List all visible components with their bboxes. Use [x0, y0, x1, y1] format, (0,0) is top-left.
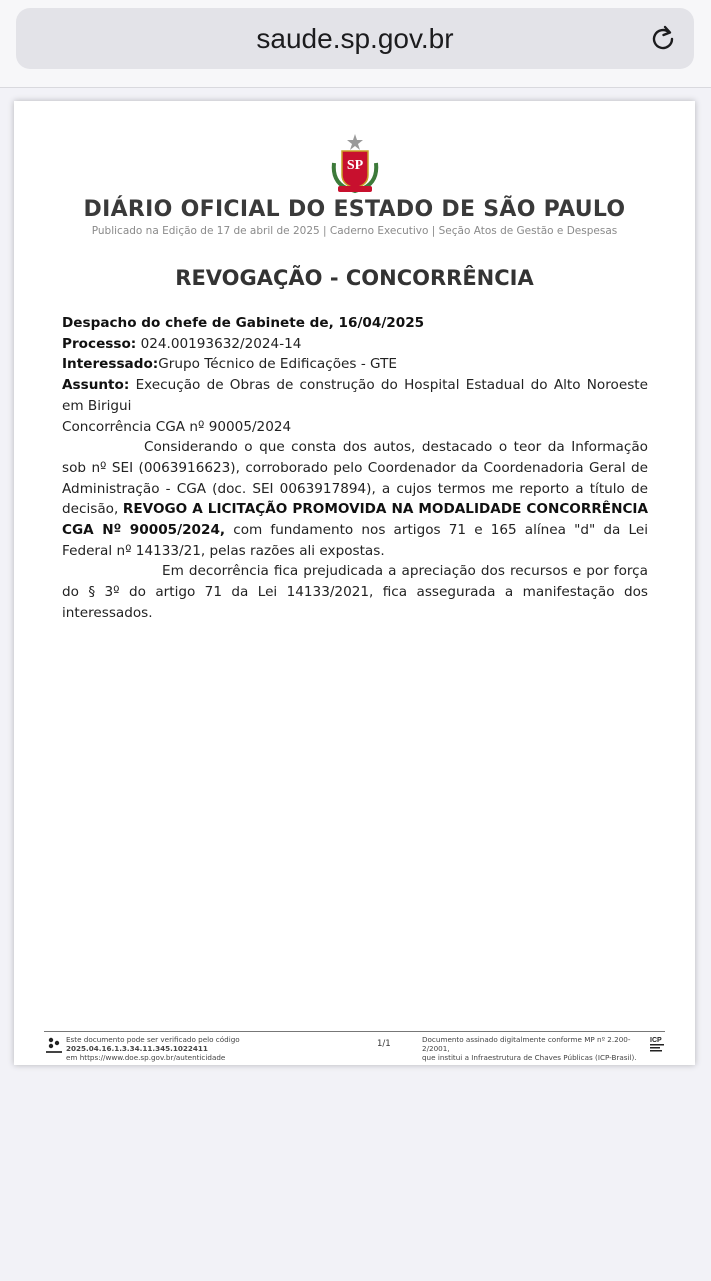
interessado-label: Interessado:: [62, 356, 159, 373]
processo-value: 024.00193632/2024-14: [136, 335, 302, 352]
despacho-line: Despacho do chefe de Gabinete de, 16/04/2025: [62, 315, 425, 331]
paragraph-decision-tail: com fundamento nos artigos 71 e 165 alínea "d" da Lei Federal nº 14133/21, pelas razões ali expostas.: [62, 522, 648, 559]
address-bar[interactable]: [16, 8, 694, 69]
page-number: 1/1: [377, 1039, 391, 1049]
paragraph-decision: [62, 437, 648, 561]
verify-code: 2025.04.16.1.3.34.11.345.1022411: [66, 1044, 208, 1053]
verify-url[interactable]: em https://www.doe.sp.gov.br/autenticidade: [66, 1053, 226, 1062]
document-page: [14, 101, 695, 1065]
signature-note: [422, 1035, 647, 1062]
document-body: [62, 313, 648, 624]
verification-note: [66, 1035, 366, 1062]
edition-line: Publicado na Edição de 17 de abril de 2025 | Caderno Executivo | Seção Atos de Gestão e Despesas: [91, 225, 618, 237]
assunto-line: [62, 375, 648, 416]
masthead-title: DIÁRIO OFICIAL DO ESTADO DE SÃO PAULO: [83, 197, 626, 222]
assunto-value: Execução de Obras de construção do Hospital Estadual do Alto Noroeste em Birigui: [62, 377, 648, 414]
svg-text:SP: SP: [346, 158, 364, 173]
svg-text:ICP: ICP: [650, 1037, 662, 1044]
icp-brasil-logo: [649, 1034, 665, 1054]
interessado-value: Grupo Técnico de Edificações - GTE: [158, 356, 397, 373]
interessado-line: [62, 354, 648, 375]
assunto-label: Assunto:: [62, 377, 130, 394]
url-text[interactable]: saude.sp.gov.br: [256, 23, 454, 54]
signed-line-2: que institui a Infraestrutura de Chaves Públicas (ICP-Brasil).: [422, 1053, 637, 1062]
processo-label: Processo:: [62, 335, 137, 352]
signed-line-1: Documento assinado digitalmente conforme MP nº 2.200-2/2001,: [422, 1035, 631, 1053]
reload-icon[interactable]: [646, 22, 680, 56]
concorrencia-line: Concorrência CGA nº 90005/2024: [62, 418, 292, 435]
document-footer: [44, 1031, 665, 1062]
prodesp-logo: [46, 1036, 62, 1054]
browser-toolbar: [0, 0, 711, 88]
document-title: REVOGAÇÃO - CONCORRÊNCIA: [175, 266, 534, 290]
paragraph-decision-text: Considerando o que consta dos autos, destacado o teor da Informação sob nº SEI (0063916623), corroborado pelo Coordenador da Coordenadoria Geral de Administração - CGA (doc. SEI 0063917894), a cujos termos me reporto a título de decisão,: [62, 439, 648, 518]
processo-line: [62, 334, 648, 355]
sao-paulo-coat-of-arms-logo: [328, 133, 382, 195]
paragraph-consequence: Em decorrência fica prejudicada a apreciação dos recursos e por força do § 3º do artigo 71 da Lei 14133/2021, fica assegurada a manifestação dos interessados.: [62, 563, 648, 621]
revocation-statement: REVOGO A LICITAÇÃO PROMOVIDA NA MODALIDADE CONCORRÊNCIA CGA Nº 90005/2024,: [62, 501, 649, 539]
verify-prefix: Este documento pode ser verificado pelo código: [66, 1035, 240, 1044]
